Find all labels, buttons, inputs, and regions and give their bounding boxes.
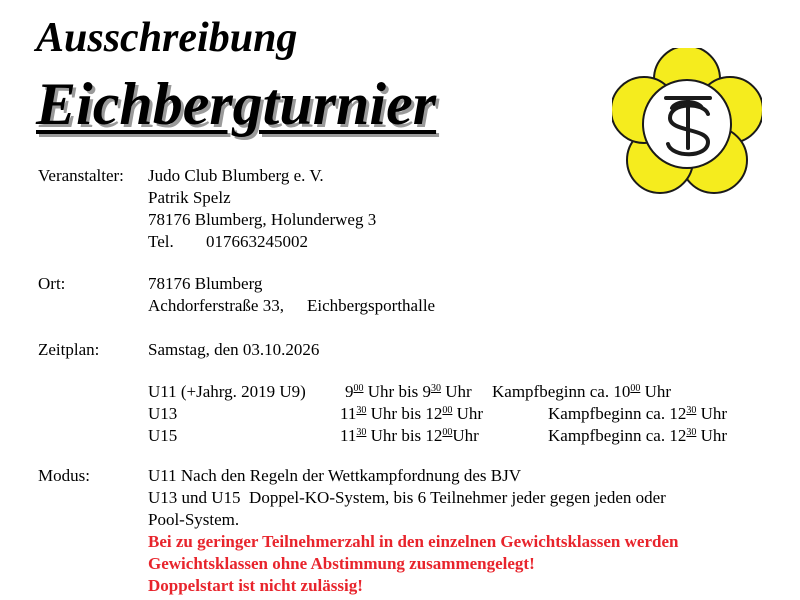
schedule-group: U15 (148, 426, 178, 445)
schedule-time: $11^{30}$ Uhr bis $12^{00}Uhr$ (340, 426, 479, 445)
schedule-time: $11^{30}$ Uhr bis $12^{00}$ Uhr (340, 404, 484, 423)
schedule-time: $9^{00}$ Uhr bis $9^{30}$ Uhr (345, 382, 472, 401)
mode-line: U11 Nach den Regeln der Wettkampfordnung des BJV (148, 466, 522, 485)
label-modus: Modus: (38, 466, 90, 485)
organizer-address: 78176 Blumberg, Holunderweg 3 (148, 210, 377, 229)
schedule-start: Kampfbeginn ca. $12^{30}$ Uhr (548, 426, 728, 445)
organizer-tel-number: 017663245002 (206, 232, 308, 251)
mode-line: Pool-System. (148, 510, 240, 529)
judo-club-blumberg-flower-logo (612, 48, 762, 198)
organizer-club: Judo Club Blumberg e. V. (148, 166, 324, 185)
schedule-start: Kampfbeginn ca. $10^{00}$ Uhr (492, 382, 672, 401)
label-ort: Ort: (38, 274, 66, 293)
label-veranstalter: Veranstalter: (38, 166, 124, 185)
venue-city: 78176 Blumberg (148, 274, 263, 293)
organizer-tel-label: Tel. (148, 232, 174, 251)
warning-text: Doppelstart ist nicht zulässig! (148, 576, 363, 595)
warning-text: Bei zu geringer Teilnehmerzahl in den einzelnen Gewichtsklassen werden (148, 532, 679, 551)
venue-name: Eichbergsporthalle (307, 296, 436, 315)
mode-line: U13 und U15 Doppel-KO-System, bis 6 Teilnehmer jeder gegen jeden oder (148, 488, 666, 507)
organizer-person: Patrik Spelz (148, 188, 231, 207)
venue-street: Achdorferstraße 33, (148, 296, 284, 315)
schedule-date: Samstag, den 03.10.2026 (148, 340, 320, 359)
schedule-group: U11 (+Jahrg. 2019 U9) (148, 382, 306, 401)
label-zeitplan: Zeitplan: (38, 340, 100, 359)
schedule-group: U13 (148, 404, 178, 423)
schedule-start: Kampfbeginn ca. $12^{30}$ Uhr (548, 404, 728, 423)
warning-text: Gewichtsklassen ohne Abstimmung zusammengelegt! (148, 554, 535, 573)
document-subtitle: Ausschreibung (36, 15, 298, 61)
document-title: Eichbergturnier (36, 71, 437, 137)
